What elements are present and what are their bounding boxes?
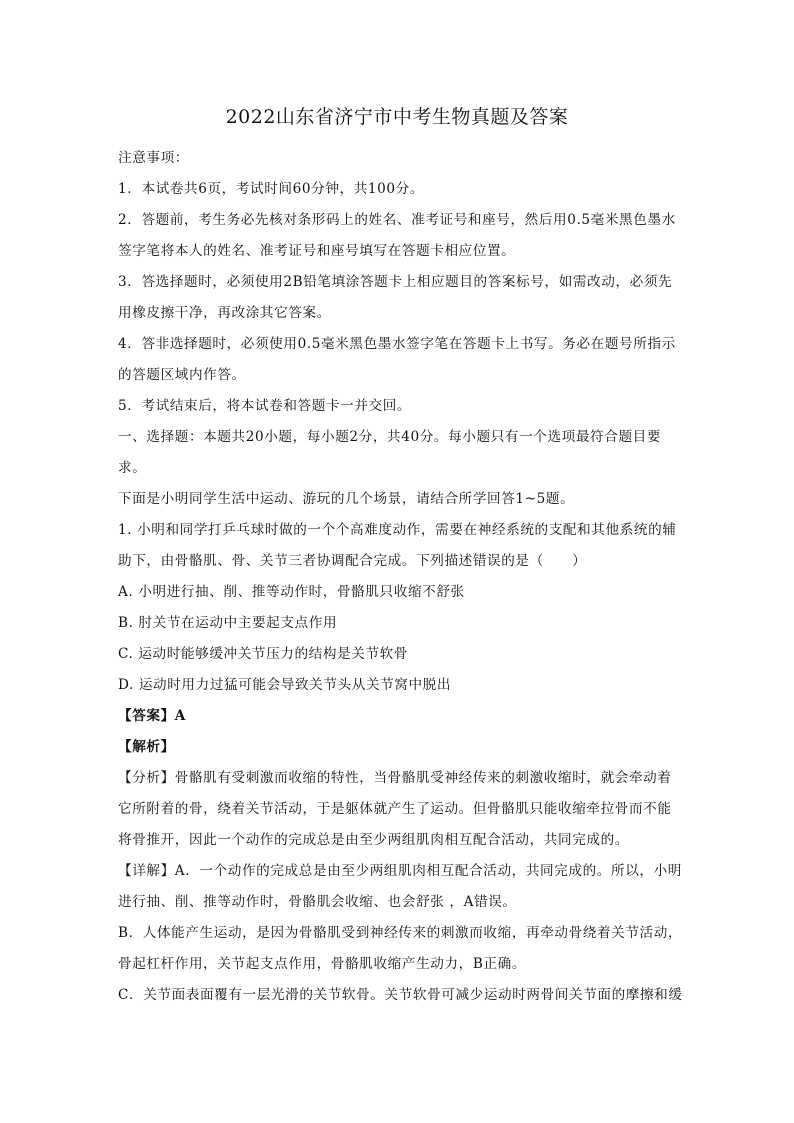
question-1-option-d: D. 运动时用力过猛可能会导致关节头从关节窝中脱出 [118,677,452,693]
detail-line-4: 骨起杠杆作用，关节起支点作用，骨骼肌收缩产生动力，B正确。 [118,956,527,972]
explanation-label: 【解析】 [118,739,175,755]
instructions-heading: 注意事项： [118,150,189,166]
instruction-3-line-2: 用橡皮擦干净，再改涂其它答案。 [118,305,331,321]
analysis-line-2: 它所附着的骨，绕着关节活动，于是躯体就产生了运动。但骨骼肌只能收缩牵拉骨而不能 [118,801,672,817]
question-1-option-b: B. 肘关节在运动中主要起支点作用 [118,615,338,631]
question-1-option-c: C. 运动时能够缓冲关节压力的结构是关节软骨 [118,646,409,662]
answer-label: 【答案】A [118,708,186,724]
instruction-5: 5．考试结束后，将本试卷和答题卡一并交回。 [118,398,412,414]
analysis-line-3: 将骨推开，因此一个动作的完成总是由至少两组肌肉相互配合活动，共同完成的。 [118,832,629,848]
analysis-line-1: 【分析】骨骼肌有受刺激而收缩的特性，当骨骼肌受神经传来的刺激收缩时，就会牵动着 [118,770,672,786]
question-1-stem-line-1: 1. 小明和同学打乒乓球时做的一个个高难度动作，需要在神经系统的支配和其他系统的辅 [118,522,677,538]
instruction-3-line-1: 3．答选择题时，必须使用2B铅笔填涂答题卡上相应题目的答案标号，如需改动，必须先 [118,274,673,290]
detail-line-2: 进行抽、削、推等动作时，骨骼肌会收缩、也会舒张 ，A错误。 [118,894,517,910]
detail-line-3: B．人体能产生运动，是因为骨骼肌受到神经传来的刺激而收缩，再牵动骨绕着关节活动， [118,925,683,941]
instruction-2-line-2: 签字笔将本人的姓名、准考证号和座号填写在答题卡相应位置。 [118,243,516,259]
detail-line-1: 【详解】A．一个动作的完成总是由至少两组肌肉相互配合活动，共同完成的。所以，小明 [118,863,682,879]
instruction-1: 1．本试卷共6页，考试时间60分钟，共100分。 [118,181,425,197]
question-1-option-a: A. 小明进行抽、削、推等动作时，骨骼肌只收缩不舒张 [118,584,465,600]
question-1-stem-line-2: 助下，由骨骼肌、骨、关节三者协调配合完成。下列描述错误的是（ ） [118,553,587,569]
scenario-intro: 下面是小明同学生活中运动、游玩的几个场景，请结合所学回答1~5题。 [118,491,575,507]
instruction-2-line-1: 2．答题前，考生务必先核对条形码上的姓名、准考证号和座号，然后用0.5毫米黑色墨水 [118,212,676,228]
instruction-4-line-1: 4．答非选择题时，必须使用0.5毫米黑色墨水签字笔在答题卡上书写。务必在题号所指示 [118,336,676,352]
section-heading-line-1: 一、选择题：本题共20小题，每小题2分，共40分。每小题只有一个选项最符合题目要 [118,429,662,445]
page-title: 2022山东省济宁市中考生物真题及答案 [225,106,569,128]
instruction-4-line-2: 的答题区域内作答。 [118,367,246,383]
detail-line-5: C．关节面表面覆有一层光滑的关节软骨。关节软骨可减少运动时两骨间关节面的摩擦和缓 [118,987,683,1003]
section-heading-line-2: 求。 [118,460,147,476]
